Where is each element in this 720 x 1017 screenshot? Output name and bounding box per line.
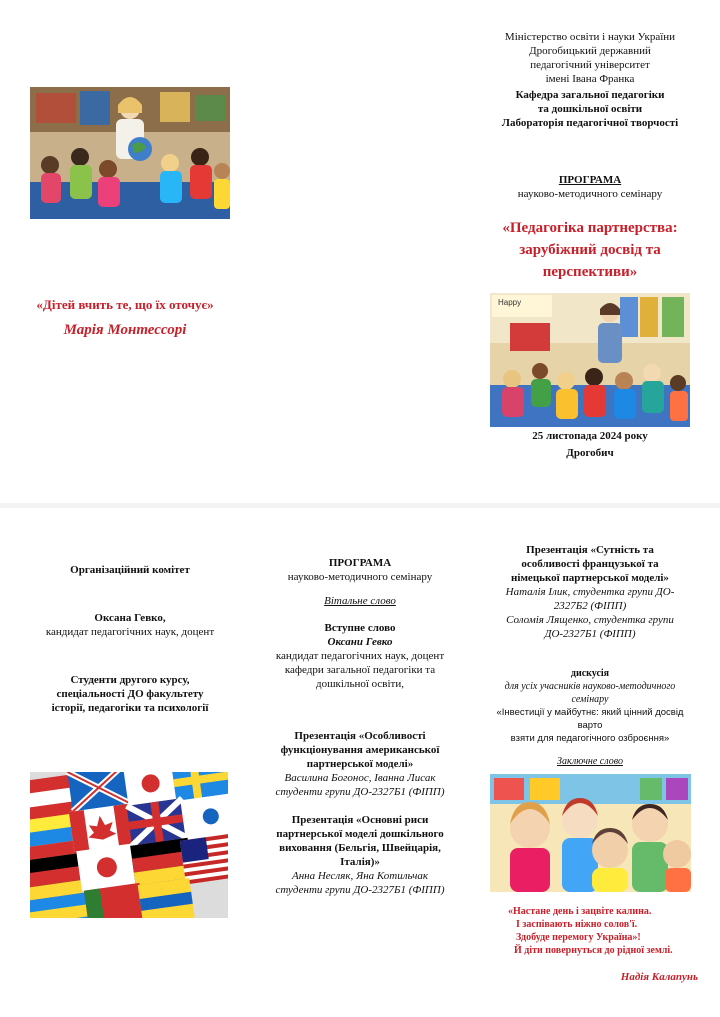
presentation-title-line: партнерської моделі» [306, 758, 414, 770]
students-line: Студенти другого курсу, [70, 674, 190, 686]
committee-heading: Організаційний комітет [70, 564, 190, 576]
students-line: історії, педагогіки та психології [51, 702, 209, 714]
classroom-sign-text: Happy [498, 298, 522, 307]
right-program-column [480, 543, 700, 768]
presentation-author-line: Соломія Лященко, студентка групи [506, 614, 674, 626]
quote-author: Марія Монтессорі [63, 322, 187, 338]
presentation-1-authors [250, 771, 470, 799]
presentation-title-line: функціонування американської [280, 744, 440, 756]
discussion-heading: дискусія [570, 668, 610, 679]
committee-member-name: Оксана Гевко, [94, 612, 166, 624]
institution-line: педагогічний університет [530, 59, 650, 71]
seminar-title-line: перспективи» [542, 264, 638, 280]
closing-poem [490, 905, 700, 984]
presentation-1-title [250, 729, 470, 771]
poem-line: Здобуде перемогу Україна»! [516, 932, 641, 943]
discussion-topic-line: варто [577, 720, 603, 731]
cover-program-subheading: науково-методичного семінару [517, 188, 663, 200]
presentation-2-authors [250, 869, 470, 897]
institution-line: Дрогобицький державний [529, 45, 651, 57]
presentation-title-line: Презентація «Сутність та [526, 544, 654, 556]
presentation-title-line: Італія)» [340, 856, 380, 868]
intro-details-line: кафедри загальної педагогіки та [284, 664, 436, 676]
poem-line: «Настане день і зацвіте калина. [508, 906, 652, 917]
intro-details-line: кандидат педагогічних наук, доцент [275, 650, 445, 662]
department-line: Лабораторія педагогічної творчості [501, 117, 679, 129]
seminar-title-line: зарубіжний досвід та [519, 242, 661, 258]
presentation-title-line: виховання (Бельгія, Швейцарія, [279, 842, 441, 854]
discussion-audience-line: семінару [571, 694, 609, 705]
presentation-author-line: Анна Несляк, Яна Котильчак [291, 870, 429, 882]
seminar-title-line: «Педагогіка партнерства: [502, 220, 678, 236]
presentation-author-line: студенти групи ДО-2327Б1 (ФІПП) [275, 786, 445, 798]
poem-line: І заспівають ніжно солов'ї. [516, 919, 638, 930]
intro-details-line: дошкільної освіти, [315, 678, 405, 690]
organizing-committee [20, 563, 240, 715]
discussion-audience-line: для усіх учасників науково-методичного [504, 681, 676, 692]
department-line: та дошкільної освіти [537, 103, 643, 115]
discussion-topic-line: «Інвестиції у майбутнє: який цінний досвід [496, 707, 684, 718]
presentation-3-title [480, 543, 700, 585]
seminar-title [480, 217, 700, 283]
institution-line: імені Івана Франка [545, 73, 635, 85]
cover-program-heading: ПРОГРАМА [558, 174, 622, 186]
program-column [250, 556, 470, 897]
presentation-title-line: особливості французької та [521, 558, 659, 570]
welcome-word: Вітальне слово [324, 595, 396, 607]
discussion-topic-line: взяти для педагогічного озброєння» [510, 733, 670, 744]
program-heading: ПРОГРАМА [328, 557, 392, 569]
closing-word: Заключне слово [557, 756, 623, 767]
brochure-inner-page [0, 508, 720, 1017]
brochure-cover-page [0, 0, 720, 503]
children-photo [490, 774, 691, 892]
world-flags-photo [30, 772, 228, 918]
department-line: Кафедра загальної педагогіки [515, 89, 665, 101]
presentation-title-line: Презентація «Основні риси [291, 814, 429, 826]
poem-line: Й діти повернуться до рідної землі. [514, 945, 673, 956]
presentation-author-line: 2327Б2 (ФІПП) [553, 600, 627, 612]
presentation-2-title [250, 813, 470, 869]
presentation-3-authors [480, 585, 700, 641]
teacher-reading-photo [30, 87, 230, 219]
poem-author: Надія Калапунь [620, 971, 698, 983]
presentation-author-line: Василина Богонос, Іванна Лисак [284, 772, 436, 784]
presentation-title-line: Презентація «Особливості [294, 730, 426, 742]
discussion-topic [480, 706, 700, 745]
presentation-author-line: Наталія Ілик, студентка групи ДО- [505, 586, 675, 598]
cover-quote: «Дітей вчить те, що їх оточує» [36, 297, 214, 312]
presentation-title-line: німецької партнерської моделі» [511, 572, 669, 584]
intro-speaker: Оксани Гевко [327, 636, 393, 648]
presentation-author-line: ДО-2327Б1 (ФІПП) [544, 628, 636, 640]
intro-heading: Вступне слово [324, 622, 396, 634]
discussion-audience [480, 680, 700, 706]
institution-line: Міністерство освіти і науки України [504, 31, 676, 43]
seminar-date: 25 листопада 2024 року [532, 430, 648, 442]
presentation-author-line: студенти групи ДО-2327Б1 (ФІПП) [275, 884, 445, 896]
seminar-city: Дрогобич [566, 447, 614, 459]
presentation-title-line: партнерської моделі дошкільного [276, 828, 444, 840]
classroom-photo [490, 293, 690, 427]
committee-member-title: кандидат педагогічних наук, доцент [45, 626, 215, 638]
students-line: спеціальності ДО факультету [56, 688, 204, 700]
program-subheading: науково-методичного семінару [287, 571, 433, 583]
institution-block [480, 30, 700, 130]
